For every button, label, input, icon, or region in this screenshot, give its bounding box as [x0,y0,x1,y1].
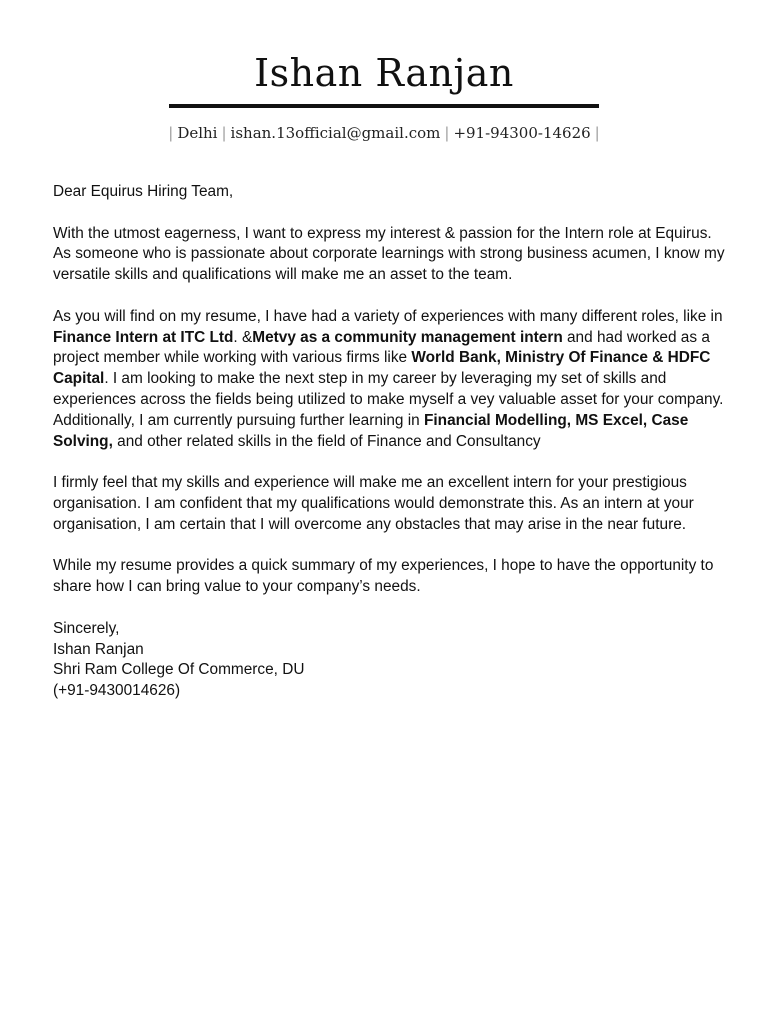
experience-highlight: Metvy as a community management intern [252,328,563,346]
separator: | [444,124,450,142]
separator: | [168,124,174,142]
signoff-block [53,619,728,702]
header-divider [169,104,599,108]
contact-line [0,123,768,143]
separator: | [594,124,600,142]
experience-text: As you will find on my resume, I have had a variety of experiences with many different roles, like in [53,307,723,325]
paragraph-intro: With the utmost eagerness, I want to express my interest & passion for the Intern role at Equirus. As someone who is passionate about corporate learnings with strong business acumen, I know my versatile skills and qualifications will make me an asset to the team. [53,224,725,284]
paragraph-confidence: I firmly feel that my skills and experience will make me an excellent intern for your prestigious organisation. I am confident that my qualifications would demonstrate this. As an intern at your organisation, I am certain that I will overcome any obstacles that may arise in the near future. [53,474,694,533]
experience-text: . I am looking to make the next step in my career by leveraging my set of skills and experiences across the fields being utilized to make myself a vey valuable asset for your company. Additionally, I am currently pursuing further learning in [53,370,724,429]
signoff-phone: (+91-9430014626) [53,682,181,700]
experience-text: . & [233,328,253,346]
closing-word: Sincerely, [53,619,120,637]
experience-text: and other related skills in the field of Finance and Consultancy [112,432,541,450]
paragraph-experience [53,307,728,453]
contact-email[interactable]: ishan.13official@gmail.com [230,124,441,142]
contact-city: Delhi [177,124,218,142]
signoff-name: Ishan Ranjan [53,640,144,658]
contact-phone: +91-94300-14626 [453,124,591,142]
separator: | [221,124,227,142]
letter-body [53,182,728,702]
experience-highlight: Financial Modelling, MS Excel, Case Solving, [53,411,689,450]
salutation: Dear Equirus Hiring Team, [53,183,234,200]
applicant-name: Ishan Ranjan [254,51,514,95]
experience-highlight: Finance Intern at ITC Ltd [53,328,234,346]
paragraph-closing: While my resume provides a quick summary of my experiences, I hope to have the opportunity to share how I can bring value to your company’s needs. [53,557,714,596]
signoff-college: Shri Ram College Of Commerce, DU [53,661,305,679]
experience-highlight: World Bank, Ministry Of Finance & HDFC Capital [53,349,711,388]
experience-text: and had worked as a project member while working with various firms like [53,328,710,367]
